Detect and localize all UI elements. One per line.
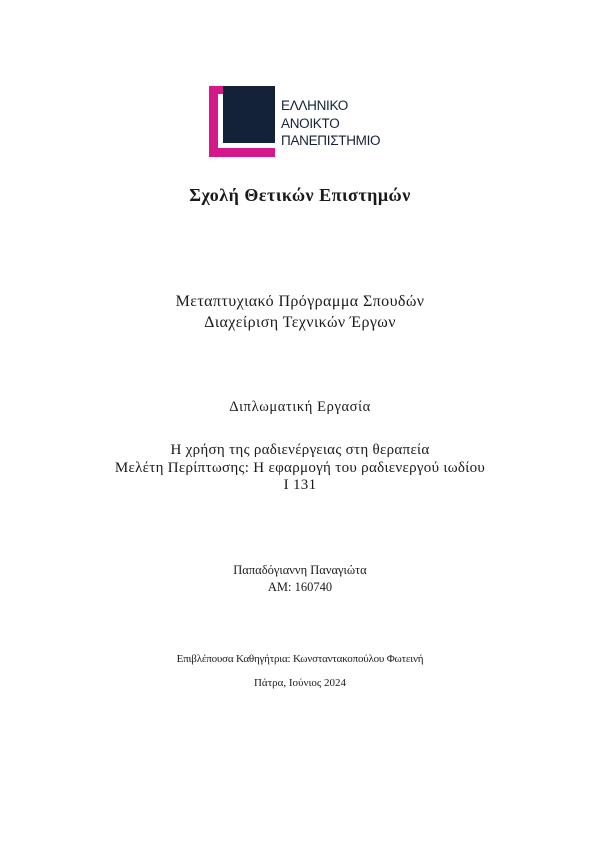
author-block [0,562,600,596]
school-name: Σχολή Θετικών Επιστημών [189,185,411,205]
author-name: Παπαδόγιαννη Παναγιώτα [233,563,367,577]
title-line-1: Η χρήση της ραδιενέργειας στη θεραπεία [170,442,430,458]
program-name: Μεταπτυχιακό Πρόγραμμα Σπουδών [175,293,425,310]
student-id: ΑΜ: 160740 [267,580,333,594]
university-emblem-icon [209,86,281,158]
logo-wordmark [281,97,380,150]
university-logo [209,86,399,158]
logo-line-1: ΕΛΛΗΝΙΚΟ [281,98,348,113]
thesis-type: Διπλωματική Εργασία [229,399,371,415]
supervisor: Επιβλέπουσα Καθηγήτρια: Κωνσταντακοπούλου Φωτεινή [176,653,424,665]
program-block [0,291,600,333]
title-line-3: I 131 [283,477,317,493]
place-date: Πάτρα, Ιούνιος 2024 [253,677,347,689]
program-track: Διαχείριση Τεχνικών Έργων [204,314,396,331]
logo-line-2: ΑΝΟΙΚΤΟ [281,115,340,131]
logo-line-3: ΠΑΝΕΠΙΣΤΗΜΙΟ [281,133,381,148]
title-line-2: Μελέτη Περίπτωσης: Η εφαρμογή του ραδιενεργού ιωδίου [114,459,486,476]
thesis-title [0,442,600,495]
